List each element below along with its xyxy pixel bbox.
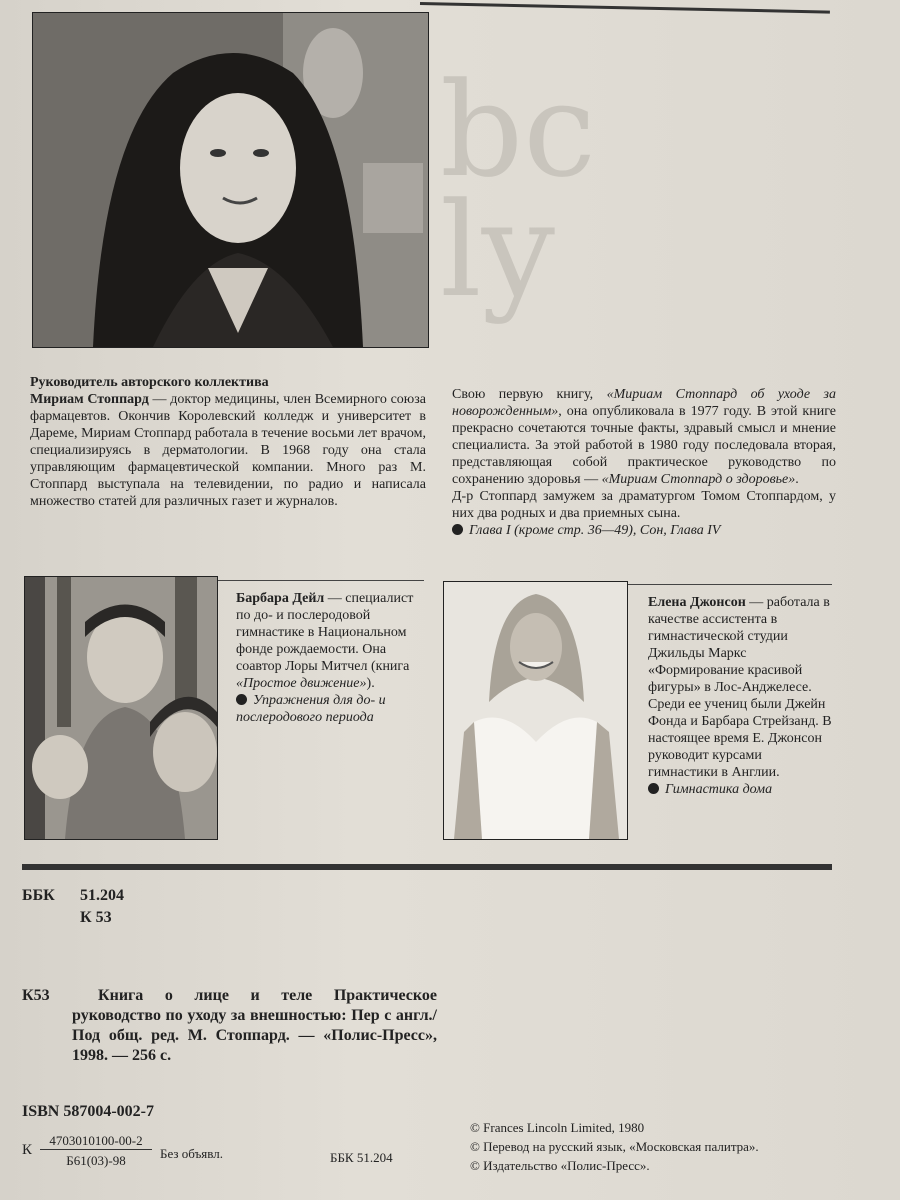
lead-bio-right <box>452 386 836 539</box>
johnson-chapters: Гимнастика дома <box>665 782 773 797</box>
entry-text: Книга о лице и теле Практическое руководство по уходу за внешностью: Пер с англ./Под общ. ред. М. Стоппард. — «Полис-Пресс», 1998. — 256 с. <box>72 987 437 1064</box>
johnson-bio <box>648 594 832 798</box>
copyright-line <box>470 1120 840 1136</box>
lead-chapters: Глава I (кроме стр. 36—49), Сон, Глава IV <box>469 523 721 538</box>
lead-name: Мириам Стоппард <box>30 392 149 407</box>
bbk-label: ББК <box>22 887 55 904</box>
copyright-text: Издательство «Полис-Пресс». <box>483 1158 650 1173</box>
dale-name: Барбара Дейл <box>236 591 325 606</box>
johnson-name: Елена Джонсон <box>648 595 746 610</box>
dale-bio-end: ). <box>366 676 375 691</box>
photo-johnson <box>443 581 628 840</box>
entry-code: К53 <box>22 987 50 1004</box>
lead-bio-3: Д-р Стоппард замужем за драматургом Томом Стоппардом, у них два родных и два приемных сына. <box>452 489 836 521</box>
dale-chapters: Упражнения для до- и послеродового периода <box>236 693 386 725</box>
photo-dale <box>24 576 218 840</box>
copyright-icon: © <box>470 1158 484 1173</box>
copyright-line <box>470 1158 840 1174</box>
lead-book-1: «Мириам Стоппард об уходе за новорожденным» <box>452 387 836 419</box>
dale-rule <box>216 580 424 581</box>
copyright-block <box>470 1120 840 1174</box>
lead-bio-left <box>30 374 426 510</box>
copyright-text: Перевод на русский язык, «Московская палитра». <box>483 1139 759 1154</box>
dale-book: «Простое движение» <box>236 676 367 691</box>
lead-heading: Руководитель авторского коллектива <box>30 375 269 390</box>
bullet-icon <box>648 783 659 794</box>
johnson-rule <box>626 584 832 585</box>
bbk-code: 51.204 <box>80 887 124 904</box>
dale-bio <box>236 590 426 726</box>
copyright-text: Frances Lincoln Limited, 1980 <box>483 1120 645 1135</box>
copyright-line <box>470 1139 840 1155</box>
top-rule <box>420 2 830 14</box>
fraction-bottom: Б61(03)-98 <box>66 1153 126 1168</box>
johnson-bio-text: — работала в качестве ассистента в гимнастической студии Джильды Маркс «Формирование красивой фигуры» в Лос-Анджелесе. Среди ее учениц были Джейн Фонда и Барбара Стрейзанд. В настоящее время Е. Джонсон руководит курсами гимнастики в Англии. <box>648 595 832 780</box>
show-through-text: bc ly <box>440 54 597 326</box>
k-code: К 53 <box>80 909 112 926</box>
lead-bio-2-pre: Свою первую книгу, <box>452 387 607 402</box>
lead-bio-text: — доктор медицины, член Всемирного союза фармацевтов. Окончив Королевский колледж и университет в Дареме, Мириам Стоппард работала в течение восьми лет врачом, специализируясь в дерматологии. В 1968 году она стала управляющим фармацевтической компании. Много раз М. Стоппард выступала на телевидении, по радио и написала множество статей для различных газет и журналов. <box>30 392 426 509</box>
copyright-icon: © <box>470 1120 484 1135</box>
isbn: ISBN 587004-002-7 <box>22 1103 155 1120</box>
bullet-icon <box>236 694 247 705</box>
portrait-photo-stoppard <box>32 12 429 348</box>
section-divider <box>22 864 832 870</box>
lead-bio-2-mid: , она опубликовала в 1977 году. В этой книге прекрасно сочетаются точные факты, здравый смысл и мнение специалиста. За этой работой в 1980 году последовала вторая, представляющая собой практическое руководство по сохранению здоровья — <box>452 404 836 487</box>
bbk-bottom: ББК 51.204 <box>330 1150 393 1165</box>
lead-bio-2-end: . <box>795 472 799 487</box>
bullet-icon <box>452 524 463 535</box>
k-letter: К <box>22 1142 33 1158</box>
copyright-icon: © <box>470 1139 484 1154</box>
lead-book-2: «Мириам Стоппард о здоровье» <box>601 472 796 487</box>
dale-bio-text: — специалист по до- и послеродовой гимнастике в Национальном фонде рождаемости. Она соавтор Лоры Митчел (книга <box>236 591 414 674</box>
no-ad: Без объявл. <box>160 1146 223 1161</box>
fraction-top: 4703010100-00-2 <box>40 1133 152 1150</box>
